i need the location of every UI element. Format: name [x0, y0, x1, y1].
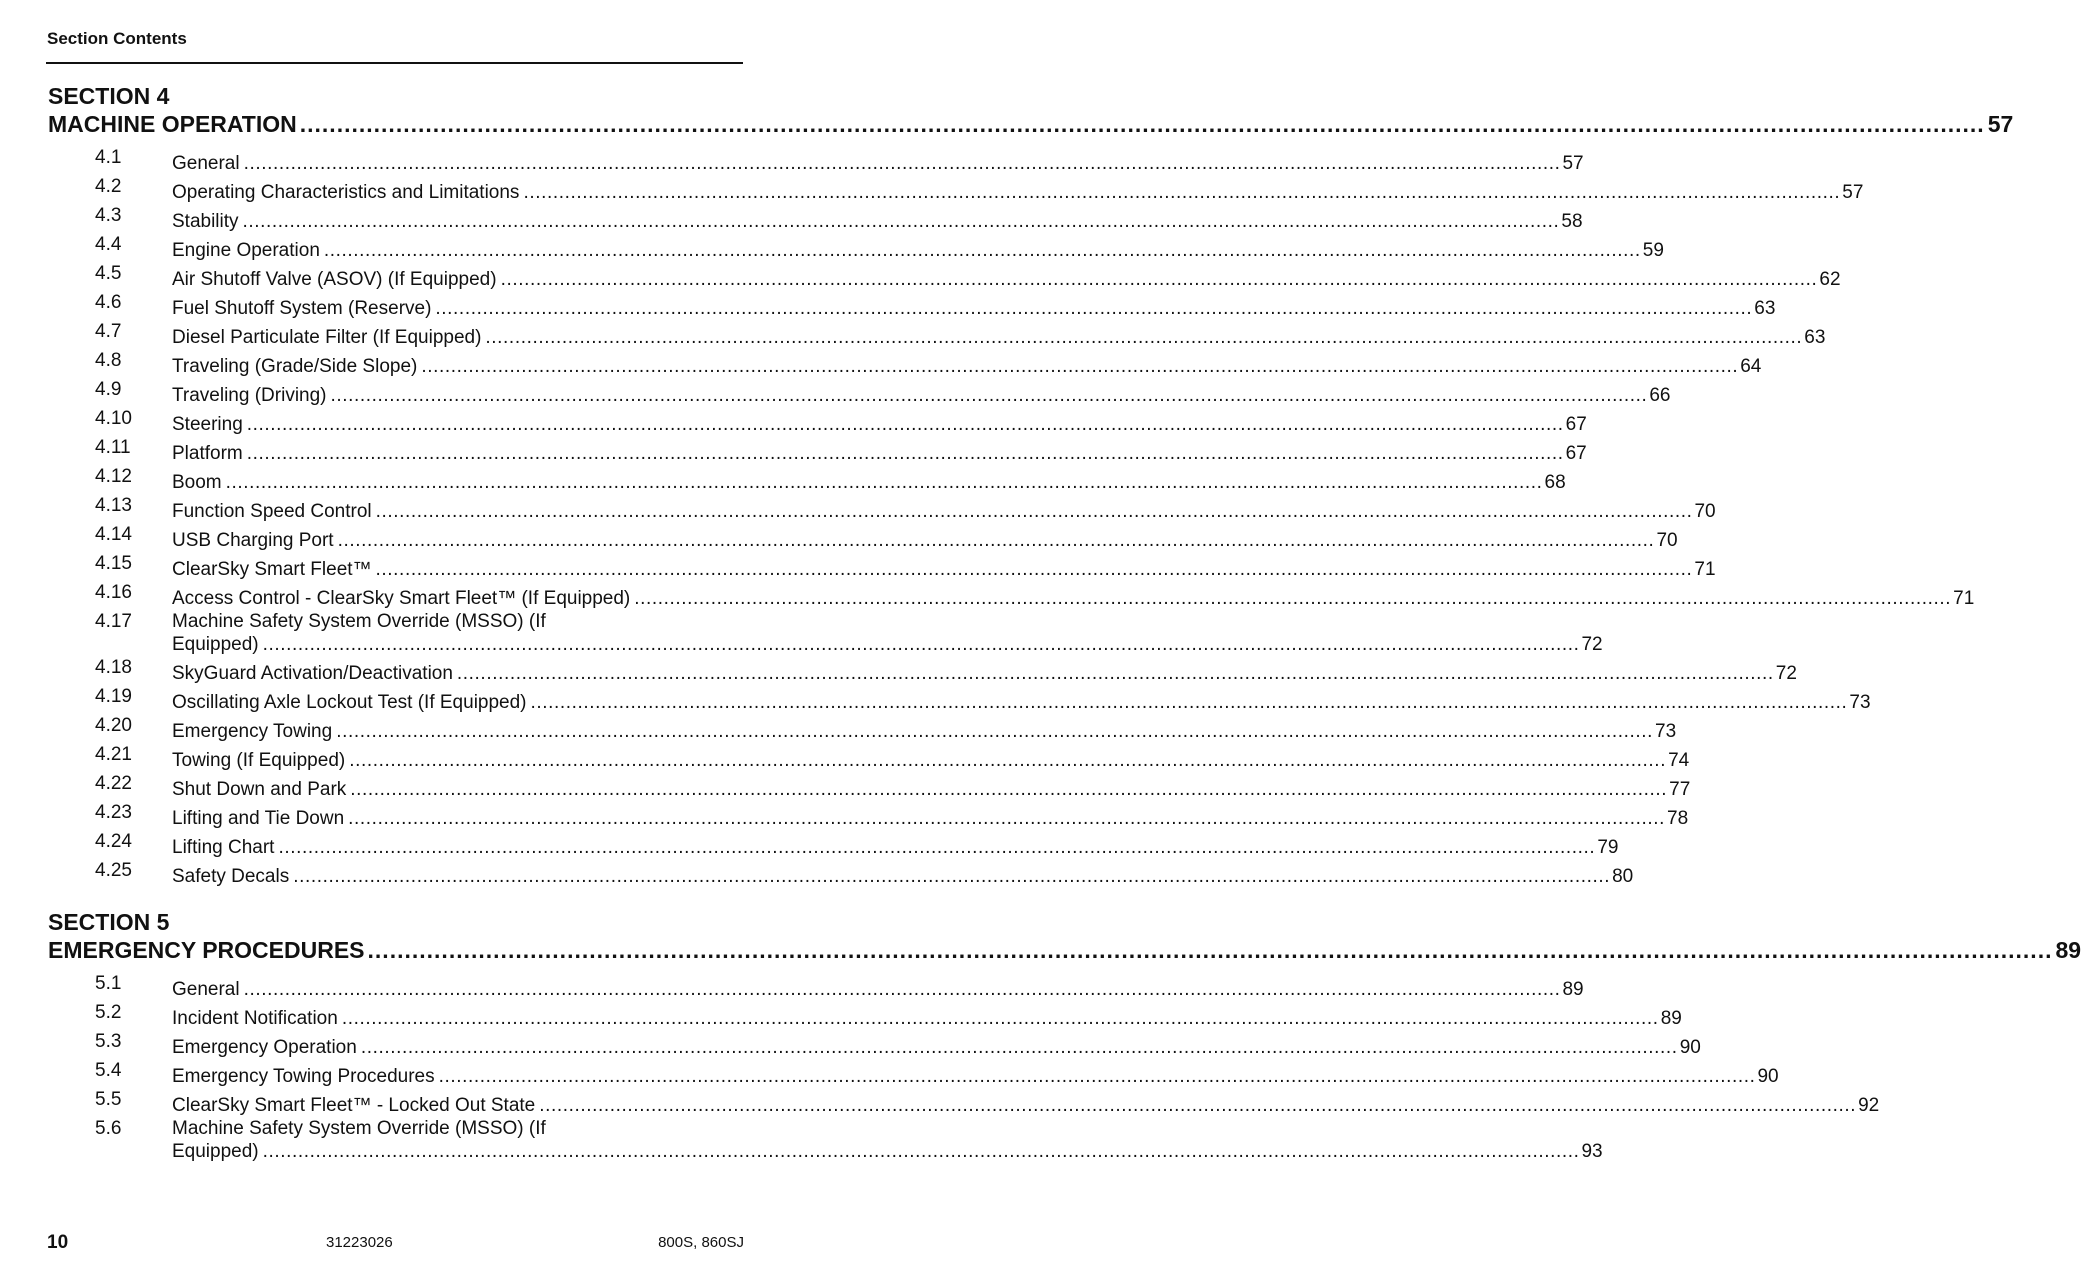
toc-entry-page-number: 78 — [1667, 808, 1689, 829]
toc-entry-page-number: 66 — [1649, 385, 1671, 406]
toc-entry-title: Stability — [172, 211, 239, 232]
toc-entry-page-number: 71 — [1953, 588, 1975, 609]
toc-entry[interactable] — [95, 233, 1664, 262]
toc-entry-number: 4.18 — [95, 657, 132, 678]
toc-entry-page-number: 70 — [1694, 501, 1716, 522]
toc-entry-title: Operating Characteristics and Limitations — [172, 182, 520, 203]
toc-entry[interactable] — [95, 407, 1587, 436]
dot-leader — [247, 413, 1564, 436]
section-page-number: 57 — [1987, 111, 2014, 137]
toc-entry-page-number: 77 — [1669, 779, 1691, 800]
toc-entry-page-number: 62 — [1819, 269, 1841, 290]
toc-entry[interactable] — [95, 610, 1603, 656]
toc-entry-number: 4.4 — [95, 234, 122, 255]
dot-leader — [435, 297, 1752, 320]
dot-leader — [348, 807, 1665, 830]
toc-entry-number: 4.10 — [95, 408, 132, 429]
toc-entry[interactable] — [95, 581, 1975, 610]
dot-leader — [349, 749, 1666, 772]
toc-entry-title: Emergency Operation — [172, 1037, 357, 1058]
toc-entry-page-number: 57 — [1562, 153, 1584, 174]
dot-leader — [421, 355, 1738, 378]
dot-leader — [634, 587, 1951, 610]
toc-entry-number: 4.13 — [95, 495, 132, 516]
toc-entry-title: Lifting Chart — [172, 837, 275, 858]
toc-entry-title: Diesel Particulate Filter (If Equipped) — [172, 327, 482, 348]
dot-leader — [331, 384, 1648, 407]
dot-leader — [350, 778, 1667, 801]
toc-entry[interactable] — [95, 1059, 1779, 1088]
toc-entry-title: Air Shutoff Valve (ASOV) (If Equipped) — [172, 269, 497, 290]
toc-entry-number: 5.5 — [95, 1089, 122, 1110]
toc-entry-number: 4.5 — [95, 263, 122, 284]
toc-entry-page-number: 73 — [1849, 692, 1871, 713]
toc-entry-title-continued: Equipped) — [172, 634, 259, 655]
footer-page-number: 10 — [47, 1232, 69, 1253]
toc-entry-title: Emergency Towing Procedures — [172, 1066, 435, 1087]
dot-leader — [338, 529, 1655, 552]
toc-entry-title: General — [172, 979, 240, 1000]
toc-entry[interactable] — [95, 320, 1826, 349]
toc-entry[interactable] — [95, 175, 1864, 204]
dot-leader — [439, 1065, 1756, 1088]
dot-leader — [368, 936, 2053, 964]
toc-entry-number: 4.9 — [95, 379, 122, 400]
header-divider — [46, 62, 743, 64]
toc-entry[interactable] — [95, 378, 1671, 407]
toc-entry-title: SkyGuard Activation/Deactivation — [172, 663, 453, 684]
toc-entry-title: Boom — [172, 472, 222, 493]
toc-entry[interactable] — [95, 801, 1689, 830]
dot-leader — [361, 1036, 1678, 1059]
toc-entry-number: 4.6 — [95, 292, 122, 313]
toc-entry-title: Incident Notification — [172, 1008, 338, 1029]
toc-entry[interactable] — [95, 772, 1691, 801]
toc-entry-page-number: 67 — [1565, 443, 1587, 464]
toc-entry-number: 4.24 — [95, 831, 132, 852]
toc-entry-title: Oscillating Axle Lockout Test (If Equipped) — [172, 692, 527, 713]
toc-entry[interactable] — [95, 349, 1762, 378]
section-4 — [48, 82, 2014, 888]
toc-entry-title: Platform — [172, 443, 243, 464]
section-5 — [48, 908, 2081, 1163]
section-heading-link[interactable] — [48, 936, 2081, 964]
dot-leader — [531, 691, 1848, 714]
toc-entry-number: 4.17 — [95, 611, 132, 632]
toc-entry-number: 4.11 — [95, 437, 131, 458]
toc-entry[interactable] — [95, 656, 1797, 685]
toc-entry-number: 5.3 — [95, 1031, 122, 1052]
dot-leader — [300, 110, 1985, 138]
toc-entry-page-number: 92 — [1858, 1095, 1880, 1116]
toc-entry-page-number: 71 — [1694, 559, 1716, 580]
dot-leader — [457, 662, 1774, 685]
toc-entry-page-number: 59 — [1642, 240, 1664, 261]
toc-entry-title: Function Speed Control — [172, 501, 372, 522]
toc-entry-page-number: 57 — [1842, 182, 1864, 203]
toc-entry[interactable] — [95, 972, 1584, 1001]
toc-entry-number: 5.1 — [95, 973, 122, 994]
dot-leader — [293, 865, 1610, 888]
toc-entry-number: 4.8 — [95, 350, 122, 371]
toc-entry-page-number: 70 — [1656, 530, 1678, 551]
toc-entry-title-continued: Equipped) — [172, 1141, 259, 1162]
toc-list — [48, 972, 1880, 1163]
toc-entry-page-number: 80 — [1612, 866, 1634, 887]
toc-entry-page-number: 67 — [1565, 414, 1587, 435]
section-number-label: SECTION 4 — [48, 83, 170, 109]
toc-entry-page-number: 89 — [1562, 979, 1584, 1000]
toc-entry-title: USB Charging Port — [172, 530, 334, 551]
toc-entry-page-number: 58 — [1561, 211, 1583, 232]
toc-entry-title: Towing (If Equipped) — [172, 750, 346, 771]
toc-entry-page-number: 72 — [1581, 634, 1603, 655]
section-page-number: 89 — [2055, 937, 2081, 963]
toc-entry-title: General — [172, 153, 240, 174]
dot-leader — [539, 1094, 1856, 1117]
dot-leader — [336, 720, 1653, 743]
toc-entry[interactable] — [95, 1088, 1880, 1117]
toc-entry-title: ClearSky Smart Fleet™ - Locked Out State — [172, 1095, 536, 1116]
toc-entry-number: 4.1 — [95, 147, 122, 168]
toc-entry-number: 4.19 — [95, 686, 132, 707]
toc-entry[interactable] — [95, 494, 1716, 523]
toc-entry-page-number: 64 — [1740, 356, 1762, 377]
toc-entry-title: Access Control - ClearSky Smart Fleet™ (If Equipped) — [172, 588, 631, 609]
toc-entry-title: Engine Operation — [172, 240, 320, 261]
toc-entry[interactable] — [95, 552, 1716, 581]
toc-entry-title: Traveling (Grade/Side Slope) — [172, 356, 418, 377]
dot-leader — [263, 633, 1580, 656]
toc-entry[interactable] — [95, 146, 1584, 175]
page-footer — [47, 1232, 744, 1254]
toc-entry[interactable] — [95, 685, 1871, 714]
toc-entry[interactable] — [95, 1117, 1603, 1163]
dot-leader — [226, 471, 1543, 494]
toc-entry-page-number: 63 — [1804, 327, 1826, 348]
dot-leader — [244, 978, 1561, 1001]
footer-document-number: 31223026 — [326, 1234, 393, 1251]
dot-leader — [342, 1007, 1659, 1030]
toc-entry-page-number: 74 — [1668, 750, 1690, 771]
toc-entry-number: 4.12 — [95, 466, 132, 487]
toc-entry-title: Machine Safety System Override (MSSO) (If — [172, 1118, 546, 1139]
toc-entry-number: 4.22 — [95, 773, 132, 794]
toc-entry[interactable] — [95, 465, 1566, 494]
toc-entry-number: 4.20 — [95, 715, 132, 736]
toc-entry[interactable] — [95, 1001, 1682, 1030]
toc-entry-title: Safety Decals — [172, 866, 290, 887]
toc-entry-number: 5.2 — [95, 1002, 122, 1023]
dot-leader — [263, 1140, 1580, 1163]
toc-entry-page-number: 72 — [1775, 663, 1797, 684]
dot-leader — [485, 326, 1802, 349]
toc-entry[interactable] — [95, 830, 1619, 859]
toc-entry-page-number: 63 — [1754, 298, 1776, 319]
toc-entry-number: 4.14 — [95, 524, 132, 545]
toc-entry[interactable] — [95, 714, 1677, 743]
section-number-label: SECTION 5 — [48, 909, 170, 935]
toc-entry[interactable] — [95, 262, 1841, 291]
toc-entry-title: ClearSky Smart Fleet™ — [172, 559, 372, 580]
toc-entry-title: Machine Safety System Override (MSSO) (If — [172, 611, 546, 632]
toc-entry-title: Shut Down and Park — [172, 779, 347, 800]
toc-entry-title: Emergency Towing — [172, 721, 333, 742]
toc-entry[interactable] — [95, 743, 1690, 772]
dot-leader — [247, 442, 1564, 465]
dot-leader — [324, 239, 1641, 262]
toc-entry[interactable] — [95, 291, 1776, 320]
toc-entry[interactable] — [95, 1030, 1701, 1059]
section-title: EMERGENCY PROCEDURES — [48, 937, 365, 963]
toc-entry[interactable] — [95, 436, 1587, 465]
toc-entry-number: 4.25 — [95, 860, 132, 881]
toc-entry[interactable] — [95, 523, 1678, 552]
toc-entry-title: Steering — [172, 414, 243, 435]
toc-entry-page-number: 73 — [1655, 721, 1677, 742]
toc-entry-number: 5.4 — [95, 1060, 122, 1081]
toc-entry-page-number: 89 — [1660, 1008, 1682, 1029]
toc-entry[interactable] — [95, 859, 1634, 888]
dot-leader — [244, 152, 1561, 175]
toc-entry-page-number: 68 — [1544, 472, 1566, 493]
toc-entry-number: 5.6 — [95, 1118, 122, 1139]
toc-entry[interactable] — [95, 204, 1583, 233]
toc-list — [48, 146, 1975, 888]
toc-entry-title: Lifting and Tie Down — [172, 808, 345, 829]
toc-entry-number: 4.7 — [95, 321, 122, 342]
toc-entry-page-number: 90 — [1679, 1037, 1701, 1058]
section-title: MACHINE OPERATION — [48, 111, 297, 137]
toc-entry-number: 4.15 — [95, 553, 132, 574]
toc-entry-number: 4.16 — [95, 582, 132, 603]
toc-entry-number: 4.23 — [95, 802, 132, 823]
toc-entry-number: 4.3 — [95, 205, 122, 226]
dot-leader — [501, 268, 1818, 291]
toc-entry-number: 4.21 — [95, 744, 132, 765]
toc-entry-page-number: 93 — [1581, 1141, 1603, 1162]
dot-leader — [523, 181, 1840, 204]
running-head-title: Section Contents — [47, 29, 187, 48]
toc-entry-page-number: 79 — [1597, 837, 1619, 858]
footer-model-names: 800S, 860SJ — [658, 1234, 744, 1251]
dot-leader — [376, 500, 1693, 523]
dot-leader — [278, 836, 1595, 859]
toc-entry-number: 4.2 — [95, 176, 122, 197]
toc-entry-title: Fuel Shutoff System (Reserve) — [172, 298, 432, 319]
dot-leader — [376, 558, 1693, 581]
toc-entry-page-number: 90 — [1757, 1066, 1779, 1087]
toc-entry-title: Traveling (Driving) — [172, 385, 327, 406]
section-heading-link[interactable] — [48, 110, 2014, 138]
dot-leader — [243, 210, 1560, 233]
